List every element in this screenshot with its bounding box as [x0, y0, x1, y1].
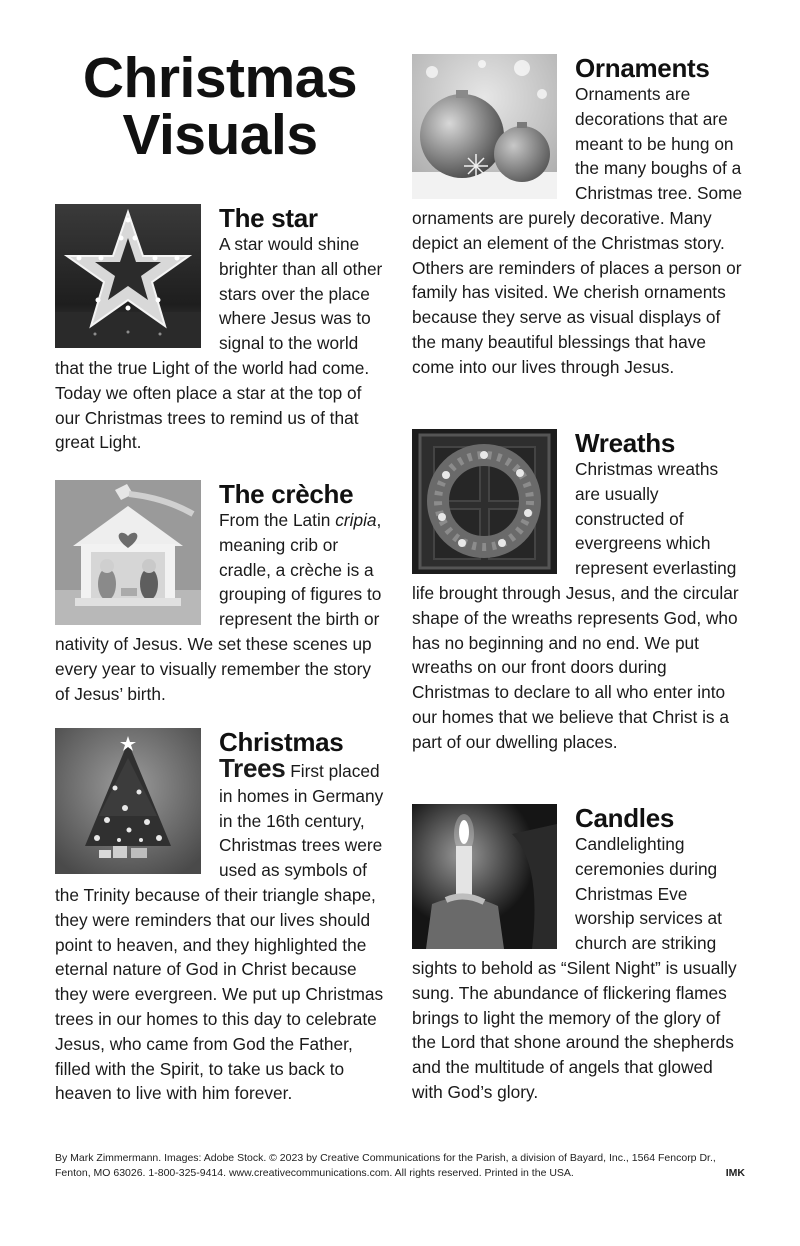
footer-credit-text: By Mark Zimmermann. Images: Adobe Stock. © 2023 by Creative Communications for the Parish, a division of Bayard, Inc., 1564 Fencorp Dr., Fenton, MO 63026. 1-800-325-9414. www.creativecommunications.com. All rights reserved. Printed in the USA. — [55, 1152, 716, 1179]
footer-credits — [55, 1151, 745, 1180]
wreaths-body: Christmas wreaths are usually constructed of evergreens which represent everlasting life brought through Jesus, and the circular shape of the wreaths represents God, who has no beginning and no end. We put wreaths on our front doors during Christmas to declare to all who enter into our homes that we believe that Christ is a part of our dwelling places. — [412, 459, 739, 752]
section-candles — [412, 804, 747, 1105]
footer-product-code: IMK — [725, 1166, 745, 1179]
creche-heading: The crèche — [219, 479, 354, 509]
section-creche — [55, 480, 385, 706]
wreath-photo — [412, 429, 557, 574]
star-photo — [55, 204, 201, 348]
trees-heading-line-2: Trees — [219, 753, 286, 783]
section-star — [55, 204, 385, 455]
page-title-line-2: Visuals — [122, 103, 318, 167]
page-title-line-1: Christmas — [82, 46, 358, 110]
section-trees — [55, 728, 385, 1106]
star-body: A star would shine brighter than all other stars over the place where Jesus was to signal to the world that the true Light of the world had come. Today we often place a star at the top of our Christmas trees to remind us of that great Light. — [55, 234, 383, 453]
trees-body: Trees First placed in homes in Germany in the 16th century, Christmas trees were used as symbols of the Trinity because of their triangle shape, they were reminders that our lives should point to heaven, and they highlighted the eternal nature of God in Christ because they were evergreen. We put up Christmas trees in our homes to this day to celebrate Jesus, who came from God the Father, filled with the Spirit, to take us back to heaven to live with him forever. — [55, 753, 384, 1104]
candle-photo — [412, 804, 557, 949]
ornaments-heading: Ornaments — [575, 53, 710, 83]
star-heading: The star — [219, 203, 318, 233]
candles-body: Candlelighting ceremonies during Christmas Eve worship services at church are striking sights to behold as “Silent Night” is usually sung. The abundance of flickering flames brings to light the memory of the glory of the Lord that shone around the shepherds and the multitude of angels that glowed with God’s glory. — [412, 834, 737, 1102]
trees-heading-line-1: Christmas — [219, 727, 344, 757]
page-title — [55, 46, 385, 167]
ornaments-body: Ornaments are decorations that are meant to be hung on the many boughs of a Christmas tree. Some ornaments are purely decorative. Many depict an element of the Christmas story. Others are reminders of places a person or family has visited. We cherish ornaments because they serve as visual displays of the many beautiful blessings that have come into our lives through Jesus. — [412, 84, 743, 377]
ornaments-photo — [412, 54, 557, 199]
section-wreaths — [412, 429, 747, 755]
tree-photo — [55, 728, 201, 874]
creche-body: From the Latin cripia, meaning crib or cradle, a crèche is a grouping of figures to represent the birth or nativity of Jesus. We set these scenes up every year to visually remember the story of Jesus’ birth. — [55, 510, 382, 704]
creche-latin-word: cripia — [335, 510, 377, 530]
candles-heading: Candles — [575, 803, 675, 833]
section-ornaments — [412, 54, 747, 380]
creche-photo — [55, 480, 201, 625]
wreaths-heading: Wreaths — [575, 428, 676, 458]
